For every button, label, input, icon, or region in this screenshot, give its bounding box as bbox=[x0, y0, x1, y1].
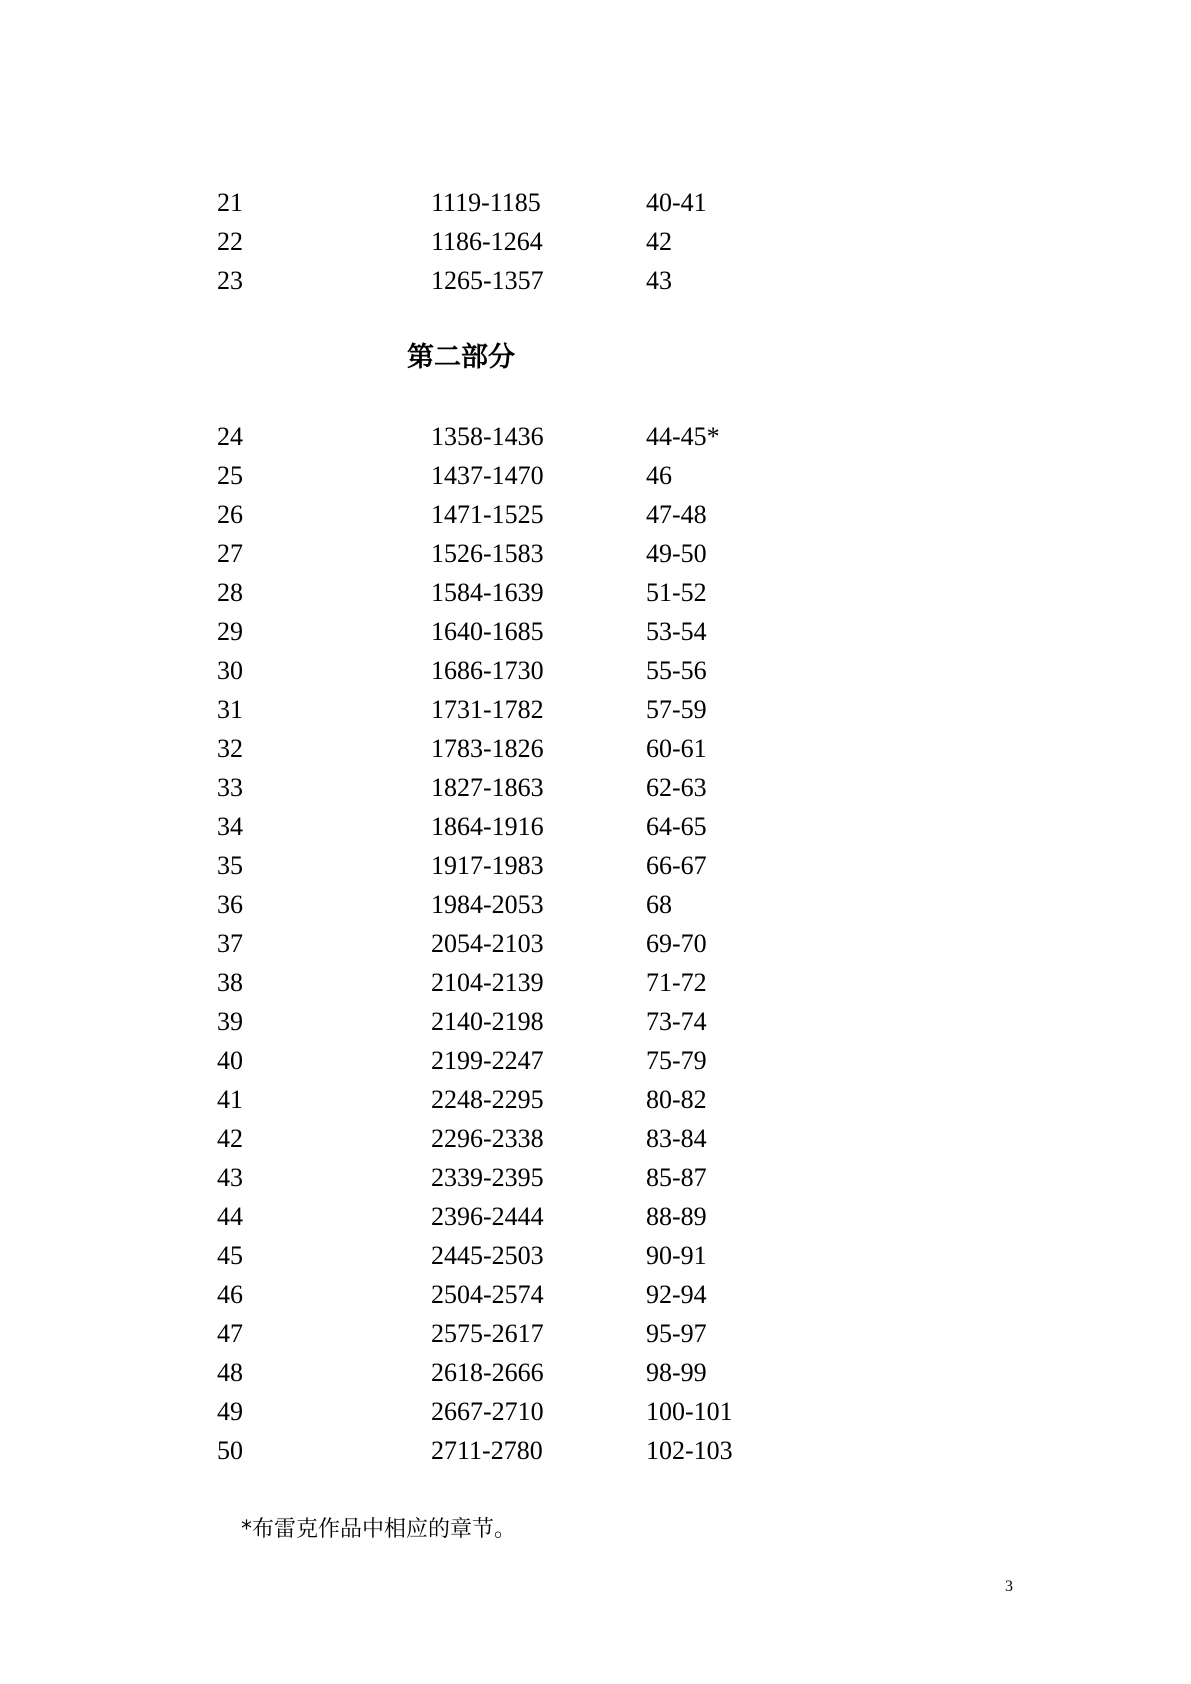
chapter-cell: 46 bbox=[217, 1280, 243, 1309]
line-range-cell: 1265-1357 bbox=[431, 266, 544, 295]
line-range-cell: 1640-1685 bbox=[431, 617, 544, 646]
section-range-cell: 60-61 bbox=[646, 734, 707, 763]
line-range-cell: 2575-2617 bbox=[431, 1319, 544, 1348]
section-range-cell: 47-48 bbox=[646, 500, 707, 529]
chapter-cell: 34 bbox=[217, 812, 243, 841]
section-range-cell: 66-67 bbox=[646, 851, 707, 880]
table-row bbox=[0, 651, 1191, 690]
line-range-cell: 1984-2053 bbox=[431, 890, 544, 919]
line-range-cell: 2339-2395 bbox=[431, 1163, 544, 1192]
section-range-cell: 53-54 bbox=[646, 617, 707, 646]
table-row bbox=[0, 1314, 1191, 1353]
line-range-cell: 1358-1436 bbox=[431, 422, 544, 451]
page-number: 3 bbox=[1005, 1578, 1013, 1595]
section-range-cell: 46 bbox=[646, 461, 672, 490]
chapter-cell: 39 bbox=[217, 1007, 243, 1036]
chapter-cell: 29 bbox=[217, 617, 243, 646]
table-row bbox=[0, 690, 1191, 729]
section-range-cell: 80-82 bbox=[646, 1085, 707, 1114]
chapter-cell: 30 bbox=[217, 656, 243, 685]
section-range-cell: 95-97 bbox=[646, 1319, 707, 1348]
chapter-cell: 49 bbox=[217, 1397, 243, 1426]
table-row bbox=[0, 261, 1191, 300]
line-range-cell: 1864-1916 bbox=[431, 812, 544, 841]
chapter-cell: 47 bbox=[217, 1319, 243, 1348]
section-range-cell: 71-72 bbox=[646, 968, 707, 997]
chapter-cell: 36 bbox=[217, 890, 243, 919]
line-range-cell: 1119-1185 bbox=[431, 188, 541, 217]
chapter-cell: 48 bbox=[217, 1358, 243, 1387]
chapter-cell: 45 bbox=[217, 1241, 243, 1270]
chapter-cell: 38 bbox=[217, 968, 243, 997]
chapter-cell: 50 bbox=[217, 1436, 243, 1465]
table-row bbox=[0, 1002, 1191, 1041]
footnote: *布雷克作品中相应的章节。 bbox=[241, 1517, 517, 1542]
table-row bbox=[0, 417, 1191, 456]
section-range-cell: 85-87 bbox=[646, 1163, 707, 1192]
line-range-cell: 1471-1525 bbox=[431, 500, 544, 529]
line-range-cell: 1186-1264 bbox=[431, 227, 543, 256]
chapter-cell: 40 bbox=[217, 1046, 243, 1075]
section-range-cell: 40-41 bbox=[646, 188, 707, 217]
table-row bbox=[0, 183, 1191, 222]
line-range-cell: 2140-2198 bbox=[431, 1007, 544, 1036]
line-range-cell: 1917-1983 bbox=[431, 851, 544, 880]
section-range-cell: 73-74 bbox=[646, 1007, 707, 1036]
chapter-cell: 23 bbox=[217, 266, 243, 295]
chapter-cell: 33 bbox=[217, 773, 243, 802]
section-range-cell: 88-89 bbox=[646, 1202, 707, 1231]
table-row bbox=[0, 846, 1191, 885]
line-range-cell: 1731-1782 bbox=[431, 695, 544, 724]
line-range-cell: 2054-2103 bbox=[431, 929, 544, 958]
chapter-cell: 24 bbox=[217, 422, 243, 451]
chapter-cell: 31 bbox=[217, 695, 243, 724]
section-range-cell: 51-52 bbox=[646, 578, 707, 607]
section-range-cell: 64-65 bbox=[646, 812, 707, 841]
table-row bbox=[0, 456, 1191, 495]
section-range-cell: 62-63 bbox=[646, 773, 707, 802]
line-range-cell: 1526-1583 bbox=[431, 539, 544, 568]
table-row bbox=[0, 534, 1191, 573]
table-row bbox=[0, 1041, 1191, 1080]
line-range-cell: 2104-2139 bbox=[431, 968, 544, 997]
line-range-cell: 1827-1863 bbox=[431, 773, 544, 802]
chapter-cell: 44 bbox=[217, 1202, 243, 1231]
table-row bbox=[0, 573, 1191, 612]
chapter-cell: 27 bbox=[217, 539, 243, 568]
section-range-cell: 75-79 bbox=[646, 1046, 707, 1075]
line-range-cell: 1686-1730 bbox=[431, 656, 544, 685]
table-row bbox=[0, 924, 1191, 963]
section-range-cell: 68 bbox=[646, 890, 672, 919]
section-range-cell: 42 bbox=[646, 227, 672, 256]
section-range-cell: 83-84 bbox=[646, 1124, 707, 1153]
line-range-cell: 1584-1639 bbox=[431, 578, 544, 607]
table-row bbox=[0, 1353, 1191, 1392]
table-row bbox=[0, 963, 1191, 1002]
section-range-cell: 44-45* bbox=[646, 422, 720, 451]
table-row bbox=[0, 885, 1191, 924]
chapter-cell: 43 bbox=[217, 1163, 243, 1192]
section-range-cell: 57-59 bbox=[646, 695, 707, 724]
table-row bbox=[0, 222, 1191, 261]
part-two-heading: 第二部分 bbox=[407, 342, 515, 373]
chapter-cell: 42 bbox=[217, 1124, 243, 1153]
table-row bbox=[0, 1158, 1191, 1197]
line-range-cell: 2248-2295 bbox=[431, 1085, 544, 1114]
section-range-cell: 98-99 bbox=[646, 1358, 707, 1387]
table-row bbox=[0, 1197, 1191, 1236]
table-row bbox=[0, 1236, 1191, 1275]
line-range-cell: 1783-1826 bbox=[431, 734, 544, 763]
line-range-cell: 2296-2338 bbox=[431, 1124, 544, 1153]
line-range-cell: 2667-2710 bbox=[431, 1397, 544, 1426]
section-range-cell: 69-70 bbox=[646, 929, 707, 958]
chapter-cell: 41 bbox=[217, 1085, 243, 1114]
chapter-cell: 26 bbox=[217, 500, 243, 529]
line-range-cell: 2396-2444 bbox=[431, 1202, 544, 1231]
table-row bbox=[0, 1119, 1191, 1158]
section-range-cell: 102-103 bbox=[646, 1436, 733, 1465]
chapter-cell: 22 bbox=[217, 227, 243, 256]
table-row bbox=[0, 729, 1191, 768]
chapter-cell: 21 bbox=[217, 188, 243, 217]
table-row bbox=[0, 1275, 1191, 1314]
line-range-cell: 2445-2503 bbox=[431, 1241, 544, 1270]
chapter-cell: 25 bbox=[217, 461, 243, 490]
section-range-cell: 43 bbox=[646, 266, 672, 295]
section-range-cell: 49-50 bbox=[646, 539, 707, 568]
table-row bbox=[0, 768, 1191, 807]
table-row bbox=[0, 1392, 1191, 1431]
line-range-cell: 2199-2247 bbox=[431, 1046, 544, 1075]
section-range-cell: 92-94 bbox=[646, 1280, 707, 1309]
chapter-cell: 28 bbox=[217, 578, 243, 607]
line-range-cell: 2711-2780 bbox=[431, 1436, 543, 1465]
line-range-cell: 2504-2574 bbox=[431, 1280, 544, 1309]
table-row bbox=[0, 807, 1191, 846]
line-range-cell: 1437-1470 bbox=[431, 461, 544, 490]
table-row bbox=[0, 612, 1191, 651]
chapter-cell: 37 bbox=[217, 929, 243, 958]
section-range-cell: 100-101 bbox=[646, 1397, 733, 1426]
table-row bbox=[0, 1431, 1191, 1470]
line-range-cell: 2618-2666 bbox=[431, 1358, 544, 1387]
chapter-cell: 32 bbox=[217, 734, 243, 763]
table-row bbox=[0, 1080, 1191, 1119]
section-range-cell: 90-91 bbox=[646, 1241, 707, 1270]
section-range-cell: 55-56 bbox=[646, 656, 707, 685]
table-row bbox=[0, 495, 1191, 534]
chapter-cell: 35 bbox=[217, 851, 243, 880]
